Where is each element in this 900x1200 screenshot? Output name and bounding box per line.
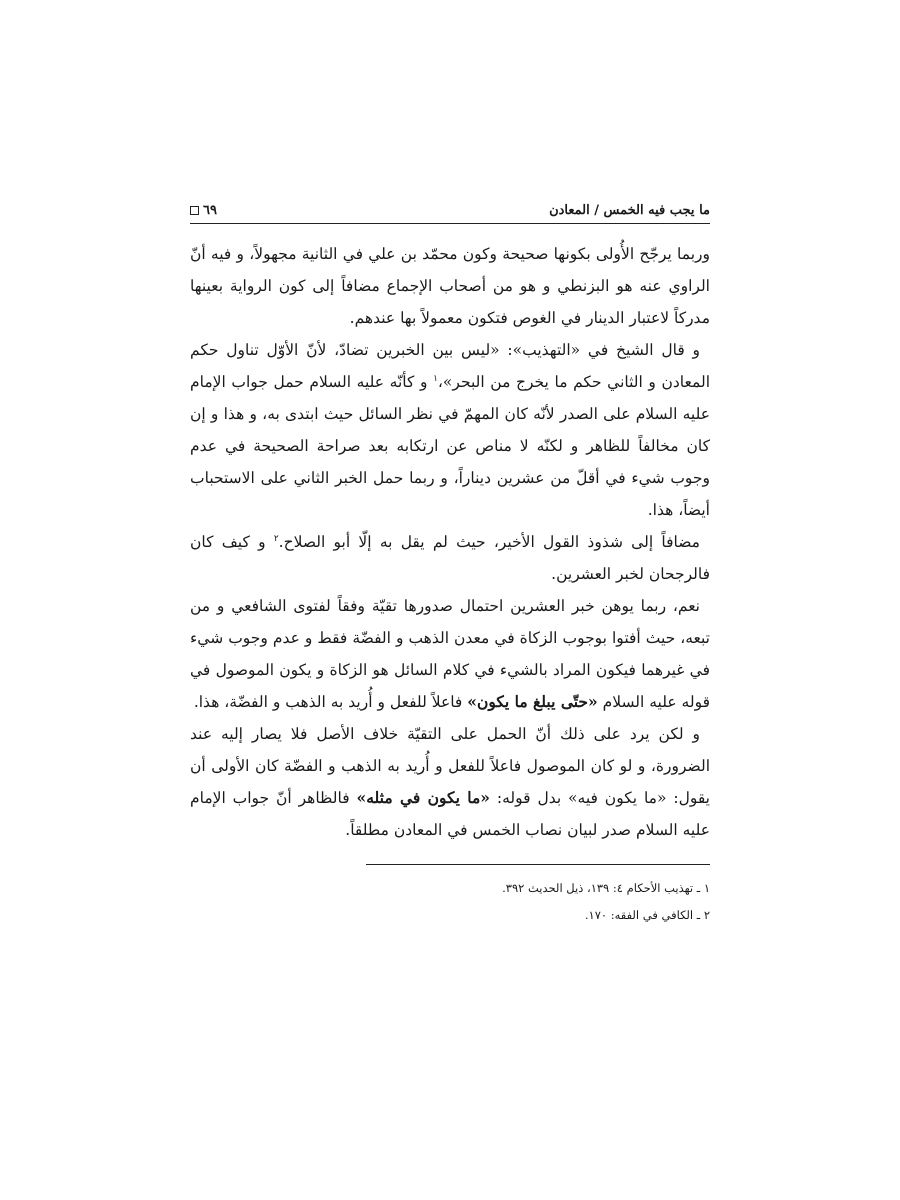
- paragraph-3-part-b: و كيف كان فالرجحان لخبر العشرين.: [190, 533, 710, 583]
- paragraph-5-part-a: و لكن يرد على ذلك أنّ الحمل على التقيّة خلاف الأصل فلا يصار إليه عند الضرورة، و لو كان الموصول فاعلاً للفعل و أُريد به الذهب و الفضّة كان الأولى أن يقول: «ما يكون فيه» بدل قوله:: [190, 725, 710, 807]
- paragraph-1: وربما يرجّح الأُولى بكونها صحيحة وكون محمّد بن علي في الثانية مجهولاً، و فيه أنّ الراوي عنه هو البزنطي و هو من أصحاب الإجماع مضافاً إلى كون الرواية بعينها مدركاً لاعتبار الدينار في الغوص فتكون معمولاً بها عندهم.: [190, 245, 710, 327]
- footnote-1: ١ ـ تهذيب الأحكام ٤: ١٣٩، ذيل الحديث ٣٩٢.: [502, 881, 710, 895]
- paragraph-5: [190, 718, 710, 846]
- footnote-divider: [366, 864, 710, 865]
- paragraph-3-part-a: مضافاً إلى شذوذ القول الأخير، حيث لم يقل به إلّا أبو الصلاح.: [278, 533, 700, 551]
- footnotes: [190, 875, 710, 929]
- paragraph-2: [190, 334, 710, 526]
- paragraph-3: [190, 526, 710, 590]
- paragraph-4: [190, 590, 710, 718]
- page-number-block: [190, 203, 217, 218]
- header-title: ما يجب فيه الخمس / المعادن: [549, 203, 710, 218]
- paragraph-5-quote: «ما يكون في مثله»: [356, 788, 490, 807]
- paragraph-4-part-b: فاعلاً للفعل و أُريد به الذهب و الفضّة، هذا.: [193, 693, 468, 711]
- body-text: [190, 238, 710, 846]
- document-page: [190, 196, 710, 929]
- square-icon: [190, 206, 199, 215]
- paragraph-4-quote: «حتّى يبلغ ما يكون»: [467, 692, 598, 711]
- paragraph-2-part-b: و كأنّه عليه السلام حمل جواب الإمام عليه السلام على الصدر لأنّه كان المهمّ في نظر السائل حيث ابتدى به، و هذا و إن كان مخالفاً للظاهر و لكنّه لا مناص عن ارتكابه بعد صراحة الصحيحة في عدم وجوب شيء في أقلّ من عشرين ديناراً، و ربما حمل الخبر الثاني على الاستحباب أيضاً، هذا.: [190, 373, 710, 519]
- running-header: [190, 196, 710, 224]
- paragraph-4-part-a: نعم، ربما يوهن خبر العشرين احتمال صدورها تقيّة وفقاً لفتوى الشافعي و من تبعه، حيث أفتوا بوجوب الزكاة في معدن الذهب و الفضّة فقط و عدم وجوب شيء في غيرهما فيكون المراد بالشيء في كلام السائل هو الزكاة و يكون الموصول في قوله عليه السلام: [190, 597, 710, 711]
- footnote-ref-1[interactable]: ١: [433, 373, 438, 384]
- paragraph-2-part-a: و قال الشيخ في «التهذيب»: «ليس بين الخبرين تضادّ، لأنّ الأوّل تناول حكم المعادن و الثاني حكم ما يخرج من البحر»،: [190, 341, 711, 391]
- paragraph-5-part-b: فالظاهر أنّ جواب الإمام عليه السلام صدر لبيان نصاب الخمس في المعادن مطلقاً.: [190, 789, 710, 839]
- page-number: ٦٩: [203, 203, 217, 218]
- footnote-ref-2[interactable]: ٢: [273, 533, 279, 544]
- footnote-2: ٢ ـ الكافي في الفقه: ١٧٠.: [584, 908, 710, 922]
